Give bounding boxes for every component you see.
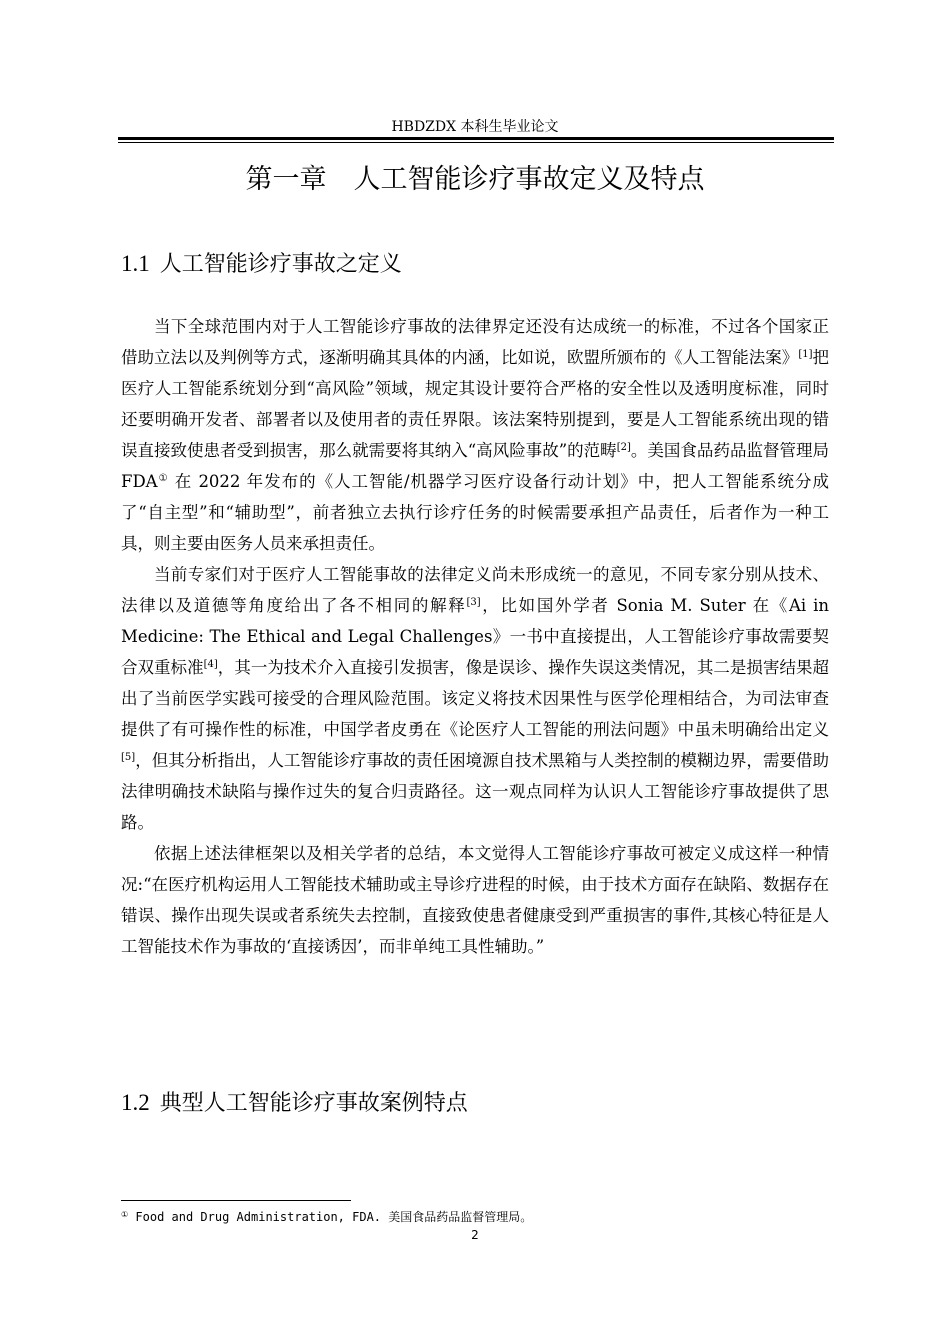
header-rule [118,137,834,140]
paragraph-1 [121,311,829,559]
footnote-rule [121,1200,351,1201]
footnote-text: Food and Drug Administration, FDA. 美国食品药品监督管理局。 [128,1210,533,1224]
section-title: 人工智能诊疗事故之定义 [159,252,402,277]
citation-3[interactable]: [3] [466,597,481,608]
para2-text-b: ，比如国外学者 Sonia M. Suter 在《Ai in Medicine: The Ethical and Legal Challenges》一书中直接提出，人工智能诊疗事故需要契合双重标准 [121,596,829,677]
para1-text-c: 。美国食品药品监督管理局 FDA [121,441,830,491]
section-heading-1-1 [121,249,402,280]
paragraph-3: 依据上述法律框架以及相关学者的总结，本文觉得人工智能诊疗事故可被定义成这样一种情况:“在医疗机构运用人工智能技术辅助或主导诊疗进程的时候，由于技术方面存在缺陷、数据存在错误、操作出现失误或者系统失去控制，直接致使患者健康受到严重损害的事件,其核心特征是人工智能技术作为事故的‘直接诱因’，而非单纯工具性辅助。” [121,844,829,956]
para2-text-d: ，但其分析指出，人工智能诊疗事故的责任困境源自技术黑箱与人类控制的模糊边界，需要借助法律明确技术缺陷与操作过失的复合归责路径。这一观点同样为认识人工智能诊疗事故提供了思路。 [121,751,829,832]
citation-2[interactable]: [2] [616,442,631,453]
para1-text-a: 当下全球范围内对于人工智能诊疗事故的法律界定还没有达成统一的标准，不过各个国家正借助立法以及判例等方式，逐渐明确其具体的内涵，比如说，欧盟所颁布的《人工智能法案》 [121,317,829,367]
section-title: 典型人工智能诊疗事故案例特点 [159,1091,468,1116]
para2-text-a: 当前专家们对于医疗人工智能事故的法律定义尚未形成统一的意见，不同专家分别从技术、法律以及道德等角度给出了各不相同的解释 [121,565,829,615]
para1-text-d: 在 2022 年发布的《人工智能/机器学习医疗设备行动计划》中，把人工智能系统分成了“自主型”和“辅助型”，前者独立去执行诊疗任务的时候需要承担产品责任，后者作为一种工具，则主要由医务人员来承担责任。 [121,472,829,553]
para2-text-c: ，其一为技术介入直接引发损害，像是误诊、操作失误这类情况，其二是损害结果超出了当前医学实践可接受的合理风险范围。该定义将技术因果性与医学伦理相结合，为司法审查提供了有可操作性的标准，中国学者皮勇在《论医疗人工智能的刑法问题》中虽未明确给出定义 [121,658,830,739]
page-number: 2 [471,1228,479,1242]
footnote [121,1208,532,1226]
paragraph-2 [121,559,829,838]
header-rule-thin [118,142,834,143]
citation-1[interactable]: [1] [798,349,813,360]
running-header: HBDZDX 本科生毕业论文 [391,119,559,135]
citation-5[interactable]: [5] [121,752,136,763]
footnote-marker[interactable]: ① [157,473,169,484]
section-number: 1.1 [121,251,150,276]
body-text [121,311,829,962]
section-number: 1.2 [121,1090,150,1115]
section-heading-1-2 [121,1088,468,1119]
chapter-title: 第一章 人工智能诊疗事故定义及特点 [245,164,705,195]
para1-text-b: 把医疗人工智能系统划分到“高风险”领域，规定其设计要符合严格的安全性以及透明度标准，同时还要明确开发者、部署者以及使用者的责任界限。该法案特别提到，要是人工智能系统出现的错误直接致使患者受到损害，那么就需要将其纳入“高风险事故”的范畴 [121,348,830,460]
citation-4[interactable]: [4] [203,659,218,670]
footnote-mark: ① [121,1210,129,1219]
